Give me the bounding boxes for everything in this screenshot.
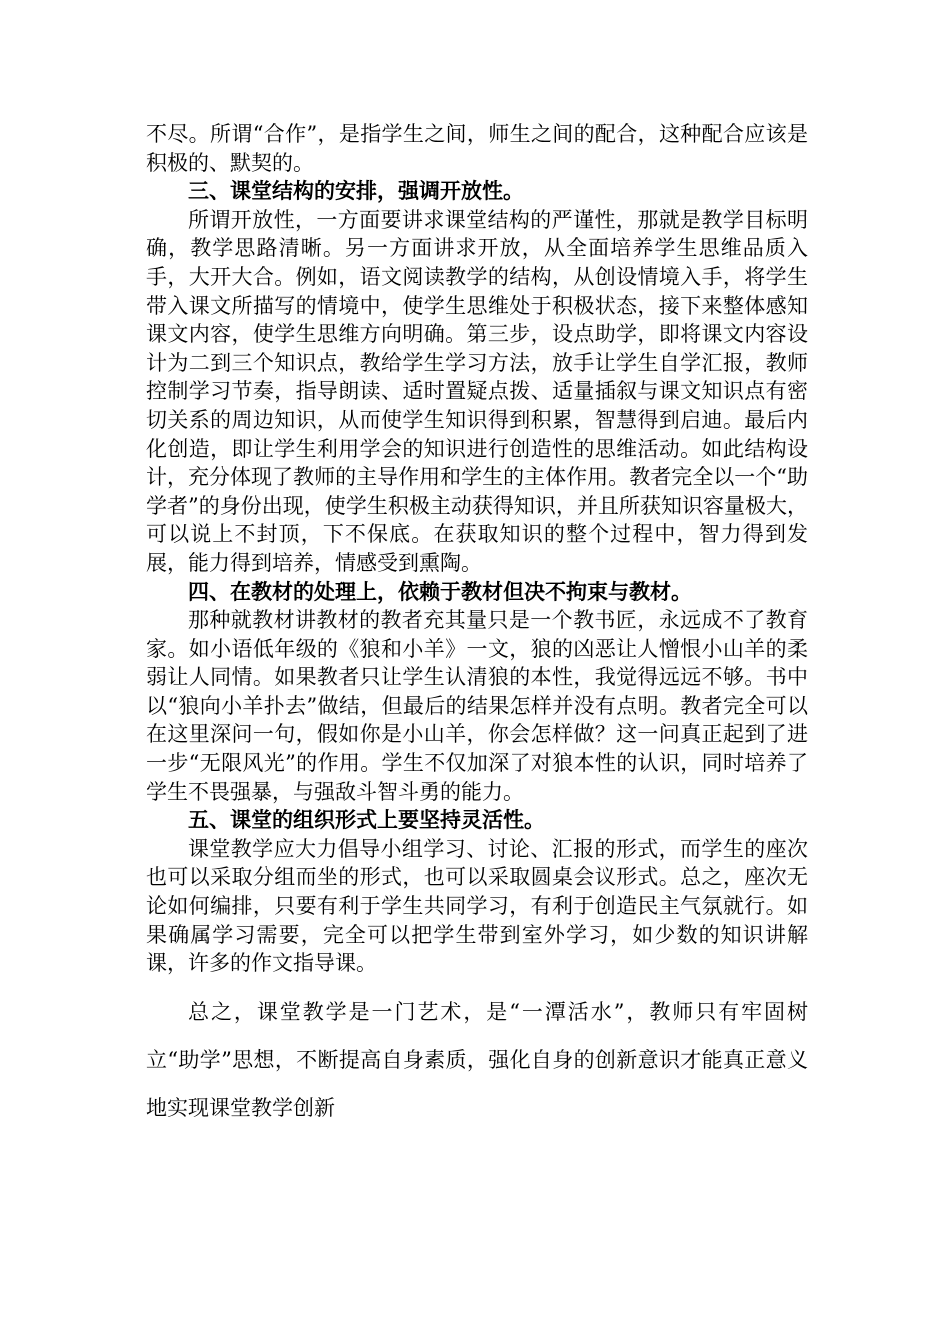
section-5-heading: 五、课堂的组织形式上要坚持灵活性。 (188, 807, 545, 833)
conclusion-block (146, 988, 808, 1132)
document-body (146, 120, 808, 1132)
conclusion-paragraph: 总之，课堂教学是一门艺术，是“一潭活水”，教师只有牢固树立“助学”思想，不断提高自身素质，强化自身的创新意识才能真正意义地实现课堂教学创新 (146, 999, 808, 1120)
section-4-paragraph: 那种就教材讲教材的教者充其量只是一个教书匠，永远成不了教育家。如小语低年级的《狼和小羊》一文，狼的凶恶让人憎恨小山羊的柔弱让人同情。如果教者只让学生认清狼的本性，我觉得远远不够。书中以“狼向小羊扑去”做结，但最后的结果怎样并没有点明。教者完全可以在这里深问一句，假如你是小山羊，你会怎样做？这一问真正起到了进一步“无限风光”的作用。学生不仅加深了对狼本性的认识，同时培养了学生不畏强暴，与强敌斗智斗勇的能力。 (146, 608, 808, 804)
section-3-heading: 三、课堂结构的安排，强调开放性。 (188, 178, 524, 204)
continuation-paragraph: 不尽。所谓“合作”，是指学生之间，师生之间的配合，这种配合应该是积极的、默契的。 (146, 122, 808, 175)
section-4-heading: 四、在教材的处理上，依赖于教材但决不拘束与教材。 (188, 578, 692, 604)
section-5-paragraph: 课堂教学应大力倡导小组学习、讨论、汇报的形式，而学生的座次也可以采取分组而坐的形式，也可以采取圆桌会议形式。总之，座次无论如何编排，只要有利于学生共同学习，有利于创造民主气氛就行。如果确属学习需要，完全可以把学生带到室外学习，如少数的知识讲解课，许多的作文指导课。 (146, 836, 808, 976)
section-3-paragraph: 所谓开放性，一方面要讲求课堂结构的严谨性，那就是教学目标明确，教学思路清晰。另一方面讲求开放，从全面培养学生思维品质入手，大开大合。例如，语文阅读教学的结构，从创设情境入手，将学生带入课文所描写的情境中，使学生思维处于积极状态，接下来整体感知课文内容，使学生思维方向明确。第三步，设点助学，即将课文内容设计为二到三个知识点，教给学生学习方法，放手让学生自学汇报，教师控制学习节奏，指导朗读、适时置疑点拨、适量插叙与课文知识点有密切关系的周边知识，从而使学生知识得到积累，智慧得到启迪。最后内化创造，即让学生利用学会的知识进行创造性的思维活动。如此结构设计，充分体现了教师的主导作用和学生的主体作用。教者完全以一个“助学者”的身份出现，使学生积极主动获得知识，并且所获知识容量极大，可以说上不封顶，下不保底。在获取知识的整个过程中，智力得到发展，能力得到培养，情感受到熏陶。 (146, 207, 808, 575)
dense-text-block (146, 120, 808, 978)
